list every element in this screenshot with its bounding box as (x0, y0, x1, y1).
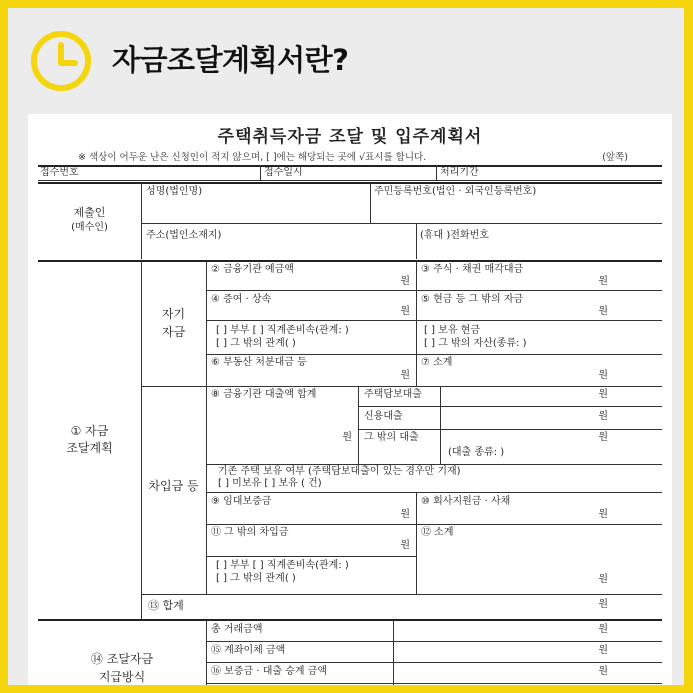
card (8, 8, 684, 685)
other-loan-label: 그 밖의 대출 (364, 432, 419, 443)
deposit-loan-won: 원 (598, 666, 608, 677)
grand-total-won: 원 (598, 599, 608, 610)
gift-inheritance-won: 원 (400, 306, 410, 317)
section2-label-line2: 지급방식 (98, 670, 146, 684)
total-amount-label: 총 거래금액 (211, 624, 263, 635)
section1-label-line1: ① 자금 (70, 424, 109, 438)
mortgage-loan-won: 원 (598, 389, 608, 400)
borrow-relation-line2[interactable]: [ ] 그 밖의 관계( ) (216, 573, 296, 584)
grand-total-label: ⑬ 합계 (148, 599, 184, 612)
clock-icon (30, 30, 92, 92)
stock-sale-won: 원 (598, 276, 608, 287)
own-funds-label-line2: 자금 (161, 325, 186, 339)
name-field[interactable]: 성명(법인명) (146, 186, 203, 197)
rental-deposit-won: 원 (400, 509, 410, 520)
company-support-label: ⑩ 회사지원금 · 사채 (421, 496, 511, 507)
page-title: 자금조달계획서란? (112, 43, 349, 77)
stock-sale-label: ③ 주식 · 채권 매각대금 (421, 264, 524, 275)
submitter-sublabel: (매수인) (71, 222, 108, 233)
borrow-subtotal-label: ⑫ 소계 (421, 527, 454, 538)
cash-other-won: 원 (598, 306, 608, 317)
borrow-subtotal-won: 원 (598, 574, 608, 585)
processing-period-label: 처리기간 (440, 167, 479, 178)
loan-type-field[interactable]: (대출 종류: ) (448, 447, 505, 458)
own-subtotal-label: ⑦ 소계 (421, 357, 453, 368)
section2-label-line1: ⑭ 조달자금 (90, 652, 154, 666)
transfer-amount-won: 원 (598, 645, 608, 656)
phone-field[interactable]: (휴대 )전화번호 (420, 230, 489, 241)
receipt-date-label: 접수일시 (264, 167, 303, 178)
gift-inheritance-label: ④ 증여 · 상속 (211, 294, 272, 305)
submitter-label: 제출인 (73, 206, 106, 219)
form-note: ※ 색상이 어두운 난은 신청인이 적지 않으며, [ ]에는 해당되는 곳에 √표시를 합니다. (78, 152, 427, 163)
financial-deposit-won: 원 (400, 276, 410, 287)
borrowings-label: 차입금 등 (148, 479, 199, 493)
hold-cash-checkbox[interactable]: [ ] 보유 현금 (424, 325, 480, 336)
transfer-amount-label: ⑮ 계좌이체 금액 (211, 645, 286, 656)
deposit-loan-label: ⑯ 보증금 · 대출 승계 금액 (211, 666, 328, 677)
borrow-relation-line1[interactable]: [ ] 부부 [ ] 직계존비속(관계: ) (216, 560, 349, 571)
gift-relation-line2[interactable]: [ ] 그 밖의 관계( ) (216, 338, 296, 349)
address-field[interactable]: 주소(법인소재지) (146, 230, 222, 241)
mortgage-loan-label: 주택담보대출 (364, 389, 422, 400)
existing-house-checkboxes[interactable]: [ ] 미보유 [ ] 보유 ( 건) (218, 478, 322, 489)
company-support-won: 원 (598, 509, 608, 520)
own-subtotal-won: 원 (598, 370, 608, 381)
financial-deposit-label: ② 금융기관 예금액 (211, 264, 294, 275)
real-estate-sale-label: ⑥ 부동산 처분대금 등 (211, 357, 307, 368)
page-side: (앞쪽) (602, 152, 628, 163)
form-title: 주택취득자금 조달 및 입주계획서 (217, 127, 483, 147)
credit-loan-label: 신용대출 (364, 411, 403, 422)
other-loan-won: 원 (598, 432, 608, 443)
receipt-number-label: 접수번호 (40, 167, 79, 178)
form-document (28, 114, 672, 685)
rental-deposit-label: ⑨ 임대보증금 (211, 496, 272, 507)
real-estate-sale-won: 원 (400, 370, 410, 381)
credit-loan-won: 원 (598, 411, 608, 422)
loan-total-label: ⑧ 금융기관 대출액 합계 (211, 389, 317, 400)
cash-other-label: ⑤ 현금 등 그 밖의 자금 (421, 294, 524, 305)
other-asset-checkbox[interactable]: [ ] 그 밖의 자산(종류: ) (424, 338, 527, 349)
other-borrowing-label: ⑪ 그 밖의 차입금 (211, 527, 289, 538)
registration-number-field[interactable]: 주민등록번호(법인 · 외국인등록번호) (374, 186, 537, 197)
own-funds-label-line1: 자기 (161, 307, 186, 321)
total-amount-won: 원 (598, 624, 608, 635)
existing-house-question: 기존 주택 보유 여부 (주택담보대출이 있는 경우만 기재) (218, 466, 461, 477)
other-borrowing-won: 원 (400, 540, 410, 551)
loan-total-won: 원 (342, 432, 352, 443)
section1-label-line2: 조달계획 (66, 441, 113, 455)
gift-relation-line1[interactable]: [ ] 부부 [ ] 직계존비속(관계: ) (216, 325, 349, 336)
